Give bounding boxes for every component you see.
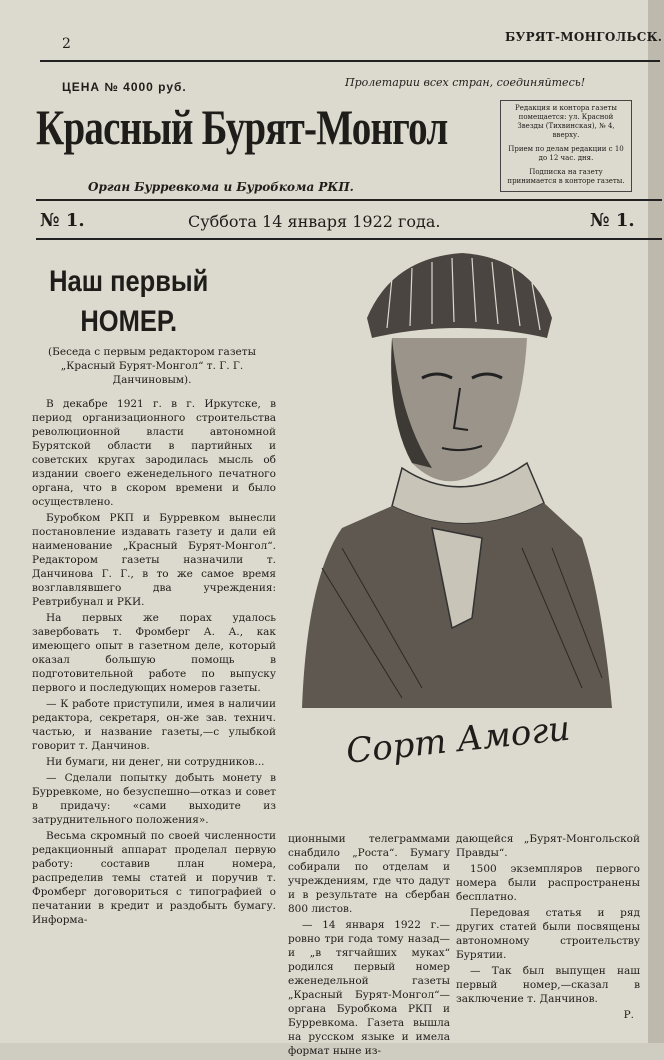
info-line: Редакция и контора газеты помещается: ул. Красной Звезды (Тихвинская), № 4, вверху. [515,104,617,139]
masthead-title: Красный Бурят-Монгол [36,99,448,155]
top-rule [40,60,660,62]
page-number: 2 [62,36,71,52]
info-line: Подписка на газету принимается в конторе газеты. [507,168,625,185]
paragraph: На первых же порах удалось завербовать т. Фромберг А. А., как имеющего опыт в газетном деле, который оказал большую помощь в подготовительной работе по выпуску первого и последующих номеров газеты. [32,612,276,694]
article-column-2 [288,832,450,1060]
headline-line: Наш первый [49,265,209,298]
paragraph: — К работе приступили, имея в наличии редактора, секретаря, он-же зав. технич. частью, и название газеты,—с улыбкой говорит т. Данчинов. [32,698,276,752]
issue-number-right: № 1. [590,210,635,231]
portrait-engraving [282,238,620,830]
paragraph: ционными телеграммами снабдило „Роста“. Бумагу собирали по отделам и учреждениям, где что дадут и в результате на сбербан 800 листов. [288,833,450,915]
paragraph: — Сделали попытку добыть монету в Бурревкоме, но безуспешно—отказ и совет в придачу: «сами выходите из затруднительного положения». [32,772,276,826]
organ-line: Орган Бурревкома и Буробкома РКП. [88,180,354,194]
article-column-1 [32,397,276,929]
paragraph: дающейся „Бурят-Монгольской Правды“. [456,833,640,859]
author-initial: Р. [623,1009,634,1021]
portrait-signature: Сорт Амоги [344,708,573,772]
paragraph: Буробком РКП и Бурревком вынесли постановление издавать газету и дали ей наименование „Красный Бурят-Монгол“. Редактором газеты назначили т. Данчинова Г. Г., в то же самое время возглавлявшего два учреждения: Ревтрибунал и РКИ. [32,512,276,608]
running-title: БУРЯТ-МОНГОЛЬСК. [505,30,663,44]
paragraph: В декабре 1921 г. в г. Иркутске, в период организационного строительства революционной власти автономной Бурятской области в партийных и советских кругах зародилась мысль об издании своего еженедельного печатного органа, что в скором времени и было осуществлено. [32,398,276,508]
paragraph: Передовая статья и ряд других статей были посвящены автономному строительству Бурятии. [456,907,640,961]
editorial-info-box [500,100,632,192]
paragraph: — 14 января 1922 г.—ровно три года тому назад—и „в тягчайших муках“ родился первый номер еженедельной газеты „Красный Бурят-Монгол“—органа Буробкома РКП и Бурревкома. Газета вышла на русском языке и имела формат ныне из- [288,919,450,1057]
slogan: Пролетарии всех стран, соединяйтесь! [345,76,586,89]
info-line: Прием по делам редакции с 10 до 12 час. дня. [508,145,624,162]
issue-number-left: № 1. [40,210,85,231]
headline-line: НОМЕР. [80,305,178,338]
paragraph: 1500 экземпляров первого номера были распространены бесплатно. [456,863,640,903]
price: ЦЕНА № 4000 руб. [62,80,187,94]
next-page-edge [648,0,664,1043]
dateline: Суббота 14 января 1922 года. [188,212,441,231]
paragraph: — Так был выпущен наш первый номер,—сказал в заключение т. Данчинов. [456,965,640,1005]
article-headline [48,262,210,342]
masthead-rule [36,199,662,201]
paragraph: Ни бумаги, ни денег, ни сотрудников... [46,756,265,768]
paragraph: Весьма скромный по своей численности редакционный аппарат проделал первую работу: составив план номера, распределив темы статей и поручив т. Фромберг договориться с типографией о печатании в кредит и раздобыть бумагу. Информа- [32,830,276,926]
article-subhead: (Беседа с первым редактором газеты „Красный Бурят-Монгол“ т. Г. Г. Данчиновым). [48,346,256,386]
article-column-3 [456,832,640,1022]
